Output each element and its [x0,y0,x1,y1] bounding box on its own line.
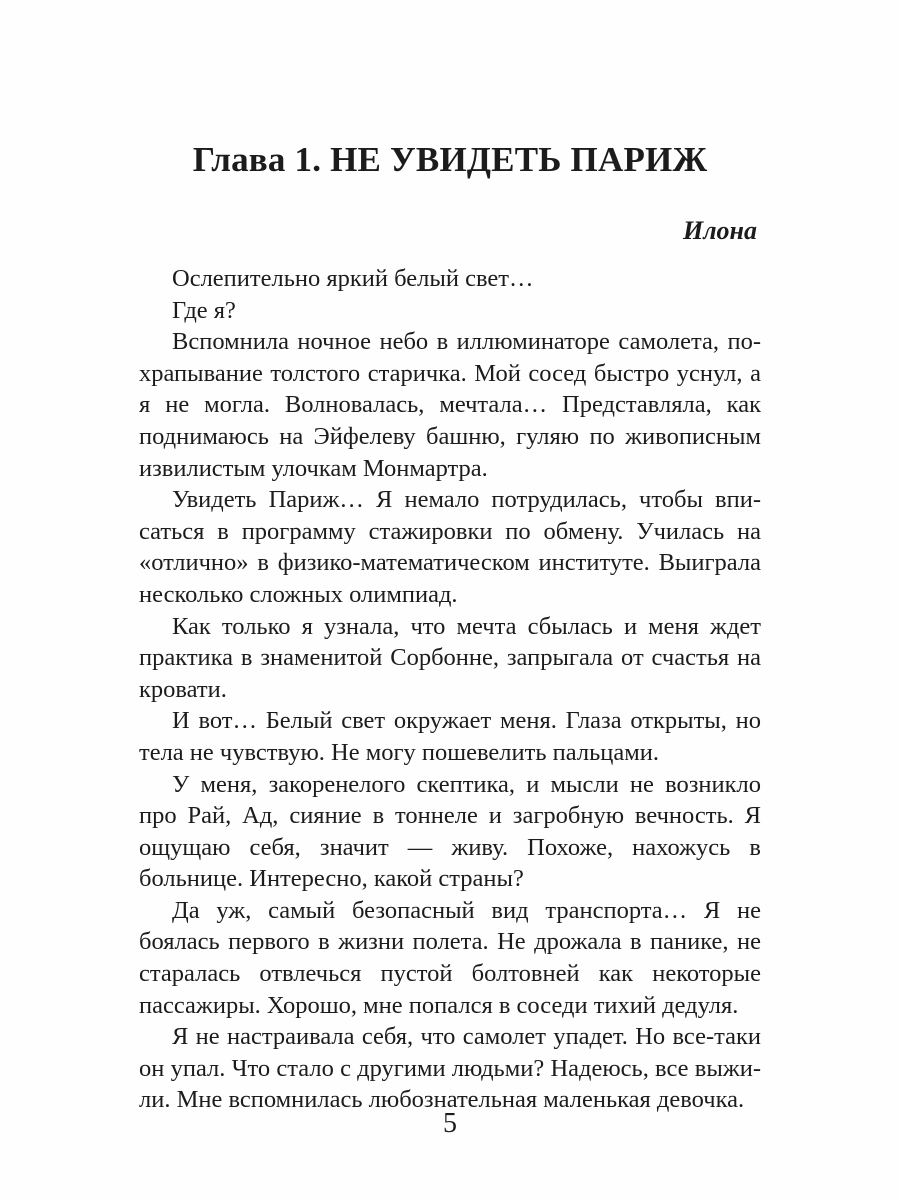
paragraph: Как только я узнала, что мечта сбылась и меня ждет практика в знаменитой Сорбонне, запрыгала от счастья на кровати. [139,612,761,703]
paragraph: Увидеть Париж… Я немало потрудилась, чтобы вписаться в программу стажировки по обмену. Училась на «отлично» в физико-математическом институте. Выиграла несколько сложных олимпиад. [139,486,761,608]
paragraph: Я не настраивала себя, что самолет упадет. Но все-таки он упал. Что стало с другими людьми? Надеюсь, все выжили. Мне вспомнилась любознательная маленькая девочка. [139,1023,761,1114]
paragraph: Где я? [172,296,236,324]
pov-character-name: Илона [682,216,757,245]
page-number: 5 [443,1108,457,1139]
paragraph: Вспомнила ночное небо в иллюминаторе самолета, похрапывание толстого старичка. Мой сосед быстро уснул, а я не могла. Волновалась, мечтала… Представляла, как поднимаюсь на Эйфелеву башню, гуляю по живописным извилистым улочкам Монмартра. [139,328,761,482]
paragraph: У меня, закоренелого скептика, и мысли не возникло про Рай, Ад, сияние в тоннеле и загробную вечность. Я ощущаю себя, значит — живу. Похоже, нахожусь в больнице. Интересно, какой страны? [139,770,761,893]
body-text [139,263,761,1116]
paragraph: Да уж, самый безопасный вид транспорта… Я не боялась первого в жизни полета. Не дрожала в панике, не старалась отвлечься пустой болтовней как некоторые пассажиры. Хорошо, мне попался в соседи тихий дедуля. [139,896,761,1019]
paragraph: Ослепительно яркий белый свет… [172,265,534,292]
chapter-title: Глава 1. НЕ УВИДЕТЬ ПАРИЖ [192,140,708,179]
paragraph: И вот… Белый свет окружает меня. Глаза открыты, но тела не чувствую. Не могу пошевелить пальцами. [139,707,761,766]
